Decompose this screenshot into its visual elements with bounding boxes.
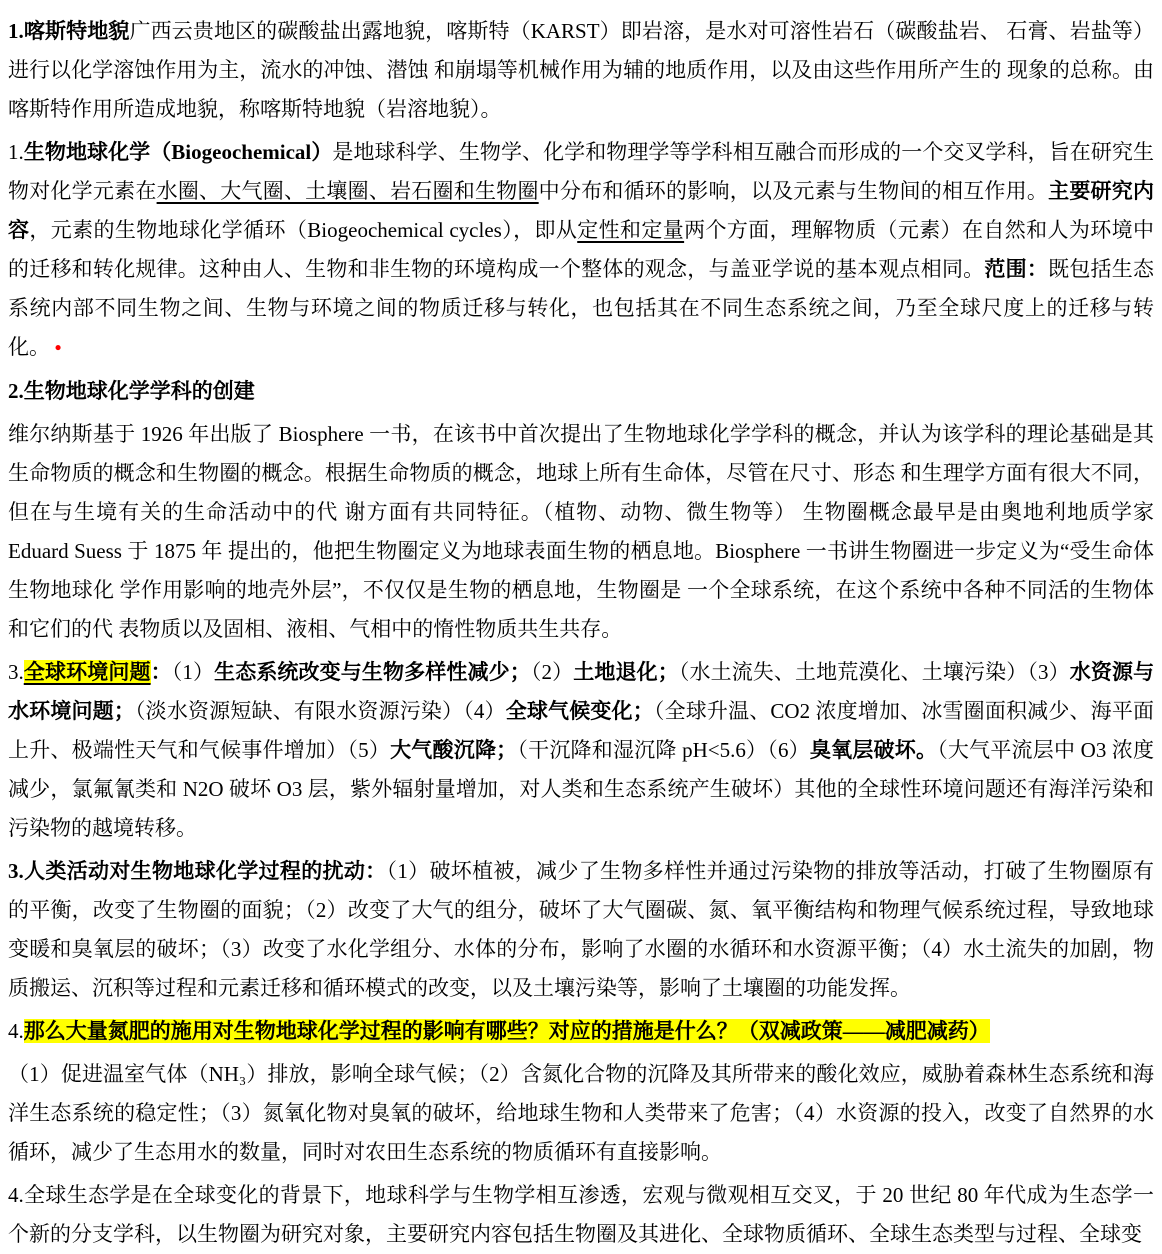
text-run: 土地退化； bbox=[573, 660, 679, 684]
paragraph-heading-discipline-founding bbox=[8, 372, 1154, 411]
paragraph-biogeochemistry-definition bbox=[8, 133, 1154, 368]
text-run: ，元素的生物地球化学循环（Biogeochemical cycles），即从 bbox=[29, 218, 578, 242]
text-run: 3. bbox=[8, 660, 24, 684]
text-run: 1.喀斯特地貌 bbox=[8, 19, 130, 43]
paragraph-karst-landform bbox=[8, 12, 1154, 129]
text-run: 是地球科学、生物学、化学和物理学等学科相互融合而形成的一个交叉学科，旨在研究生物对化学元素在 bbox=[8, 140, 1155, 203]
text-run: 1. bbox=[8, 140, 24, 164]
paragraph-human-disturbance bbox=[8, 852, 1154, 1008]
text-run: （1） bbox=[171, 660, 215, 684]
text-run: 2.生物地球化学学科的创建 bbox=[8, 379, 255, 403]
text-run: （2） bbox=[530, 660, 574, 684]
text-run: 水圈、大气圈、土壤圈、岩石圈和生物圈 bbox=[156, 179, 539, 203]
red-bullet-icon: • bbox=[50, 338, 62, 359]
text-run: 3.人类活动对生物地球化学过程的扰动： bbox=[8, 859, 387, 883]
text-run: 既包括生态系统内部不同生物之间、生物与环境之间的物质迁移与转化，也包括其在不同生态系统之间，乃至全球尺度上的迁移与转化。 bbox=[8, 257, 1155, 359]
highlighted-text-run: 全球环境问题 bbox=[23, 660, 151, 684]
text-run: ： bbox=[150, 660, 172, 684]
text-run: 定性和定量 bbox=[577, 218, 685, 242]
text-run: （干沉降和湿沉降 pH<5.6）（6） bbox=[517, 738, 810, 762]
text-run: 主要研究内容 bbox=[8, 179, 1155, 242]
text-run: （淡水资源短缺、有限水资源污染）（4） bbox=[134, 699, 506, 723]
text-run: （大气平流层中 O3 浓度减少，氯氟氰类和 N2O 破坏 O3 层，紫外辐射量增加，对人类和生态系统产生破坏）其他的全球性环境问题还有海洋污染和污染物的越境转移。 bbox=[8, 738, 1155, 840]
text-run: （水土流失、土地荒漠化、土壤污染）（3） bbox=[678, 660, 1070, 684]
text-run: 臭氧层破坏。 bbox=[809, 738, 938, 762]
text-run: 大气酸沉降； bbox=[390, 738, 518, 762]
paragraph-vernadsky-biosphere bbox=[8, 415, 1154, 649]
text-run: 广西云贵地区的碳酸盐出露地貌，喀斯特（KARST）即岩溶，是水对可溶性岩石（碳酸盐岩、 石膏、岩盐等）进行以化学溶蚀作用为主，流水的冲蚀、潜蚀 和崩塌等机械作用为辅的地质作用，以及由这些作用所产生的 现象的总称。由喀斯特作用所造成地貌，称喀斯特地貌（岩溶地貌）。 bbox=[8, 19, 1155, 121]
text-run: 水资源与水环境问题； bbox=[8, 660, 1155, 723]
paragraph-global-ecology bbox=[8, 1176, 1154, 1254]
text-run: 两个方面，理解物质（元素）在自然和人为环境中的迁移和转化规律。这种由人、生物和非生物的环境构成一个整体的观念，与盖亚学说的基本观点相同。 bbox=[8, 218, 1155, 281]
text-run: 维尔纳斯基于 1926 年出版了 Biosphere 一书，在该书中首次提出了生物地球化学学科的概念，并认为该学科的理论基础是其 生命物质的概念和生物圈的概念。根据生命物质的概念，地球上所有生命体，尽管在尺寸、形态 和生理学方面有很大不同，但在与生境有关的生命活动中的代 谢方面有共同特征。（植物、动物、微生物等） 生物圈概念最早是由奥地利地质学家 Eduard Suess 于 1875 年 提出的，他把生物圈定义为地球表面生物的栖息地。Biosphere 一书讲生物圈进一步定义为“受生命体生物地球化 学作用影响的地壳外层”，不仅仅是生物的栖息地，生物圈是 一个全球系统，在这个系统中各种不同活的生物体和它们的代 表物质以及固相、液相、气相中的惰性物质共生共存。 bbox=[8, 422, 1154, 641]
paragraph-global-environment-problems bbox=[8, 653, 1154, 848]
text-run: （1）促进温室气体（NH₃）排放，影响全球气候；（2）含氮化合物的沉降及其所带来的酸化效应，威胁着森林生态系统和海洋生态系统的稳定性；（3）氮氧化物对臭氧的破坏，给地球生物和人类带来了危害；（4）水资源的投入，改变了自然界的水循环，减少了生态用水的数量，同时对农田生态系统的物质循环有直接影响。 bbox=[8, 1062, 1154, 1164]
highlighted-text-run: 那么大量氮肥的施用对生物地球化学过程的影响有哪些？对应的措施是什么？（双减政策——减肥减药） bbox=[23, 1019, 990, 1043]
paragraph-nitrogen-fertilizer-question bbox=[8, 1012, 1154, 1051]
text-run: （1）破坏植被，减少了生物多样性并通过污染物的排放等活动，打破了生物圈原有的平衡，改变了生物圈的面貌；（2）改变了大气的组分，破坏了大气圈碳、氮、氧平衡结构和物理气候系统过程，导致地球变暖和臭氧层的破坏；（3）改变了水化学组分、水体的分布，影响了水圈的水循环和水资源平衡；（4）水土流失的加剧，物质搬运、沉积等过程和元素迁移和循环模式的改变，以及土壤污染等，影响了土壤圈的功能发挥。 bbox=[8, 859, 1154, 1000]
text-run: 范围： bbox=[984, 257, 1049, 281]
text-run: 生物地球化学（Biogeochemical） bbox=[23, 140, 333, 164]
text-run: 全球气候变化； bbox=[505, 699, 654, 723]
text-run: 4.全球生态学是在全球变化的背景下，地球科学与生物学相互渗透，宏观与微观相互交叉，于 20 世纪 80 年代成为生态学一个新的分支学科，以生物圈为研究对象，主要研究内容包括生物圈及其进化、全球物质循环、全球生态类型与过程、全球变 bbox=[8, 1183, 1154, 1246]
paragraph-nitrogen-fertilizer-answer bbox=[8, 1055, 1154, 1172]
text-run: （全球升温、CO2 浓度增加、冰雪圈面积减少、海平面上升、极端性天气和气候事件增加）（5） bbox=[8, 699, 1155, 762]
text-run: 生态系统改变与生物多样性减少； bbox=[214, 660, 531, 684]
text-run: 中分布和循环的影响，以及元素与生物间的相互作用。 bbox=[538, 179, 1049, 203]
text-run: 4. bbox=[8, 1019, 24, 1043]
